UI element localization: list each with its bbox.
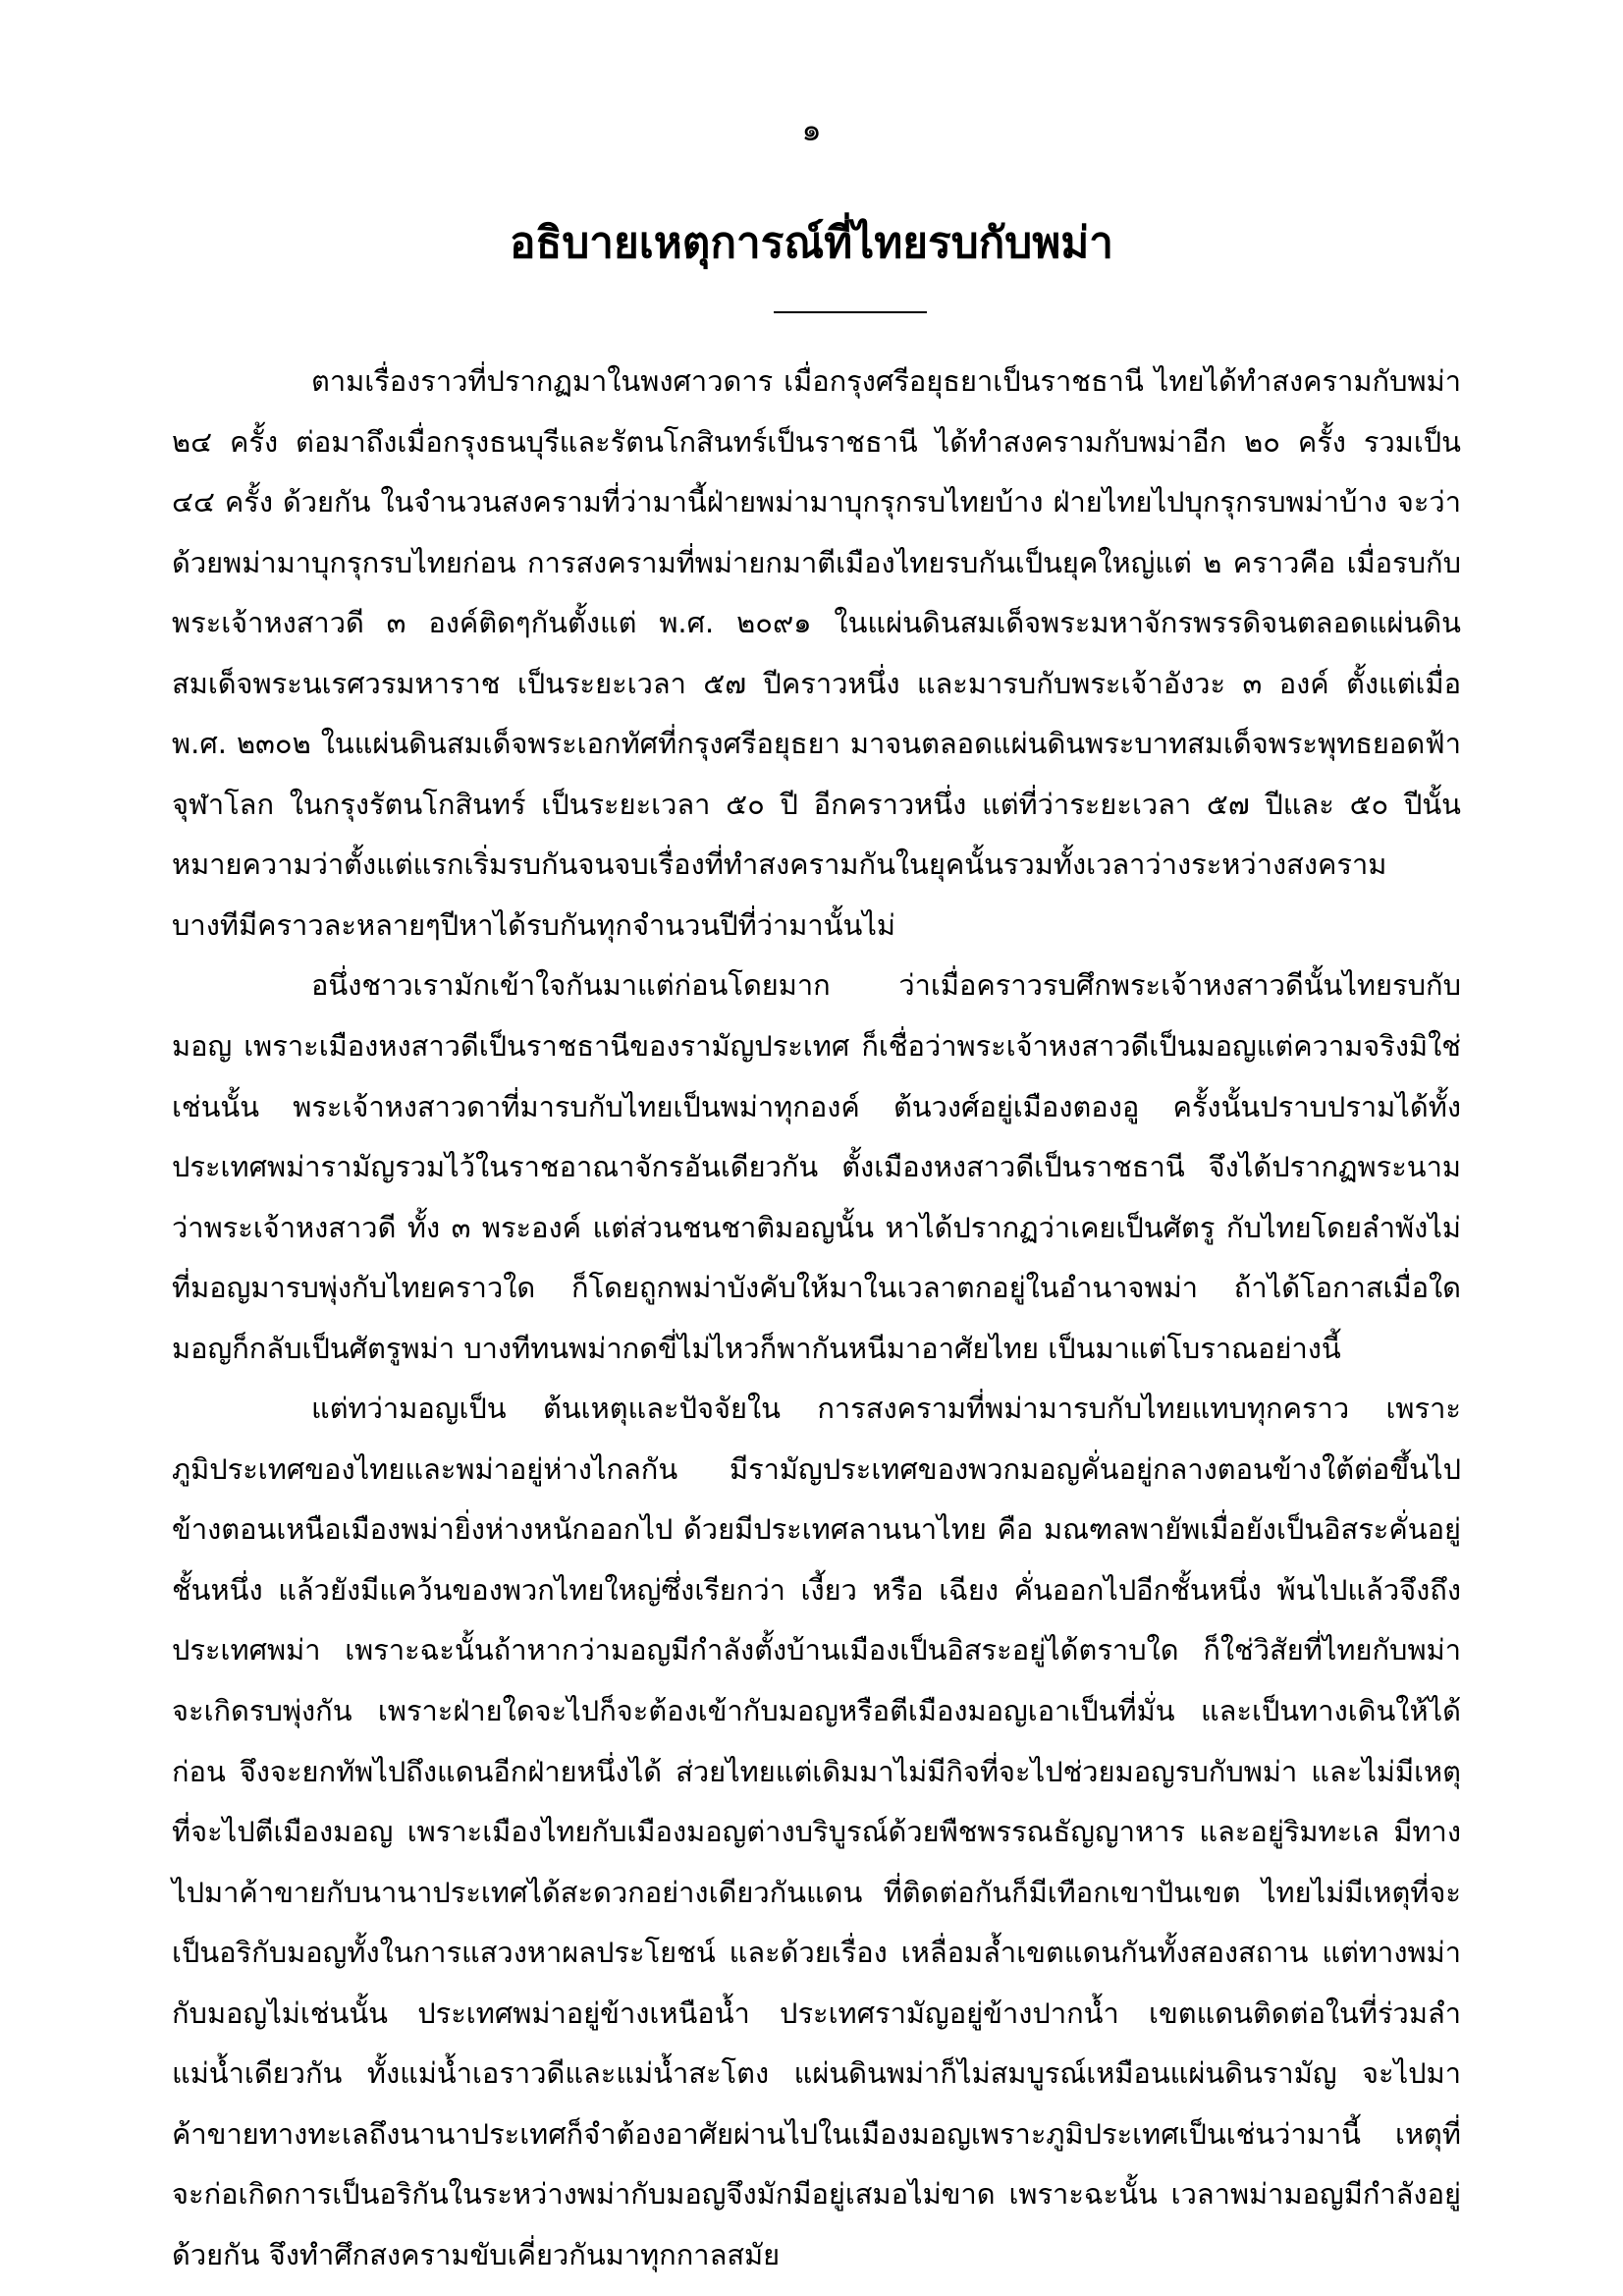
paragraph-3: แต่ทว่ามอญเป็น ต้นเหตุและปัจจัยใน การสงครามที่พม่ามารบกับไทยแทบทุกคราว เพราะภูมิประเทศของไทยและพม่าอยู่ห่างไกลกัน มีรามัญประเทศของพวกมอญคั่นอยู่กลางตอนข้างใต้ต่อขึ้นไปข้างตอนเหนือเมืองพม่ายิ่งห่างหนักออกไป ด้วยมีประเทศลานนาไทย คือ มณฑลพายัพเมื่อยังเป็นอิสระคั่นอยู่ชั้นหนึ่ง แล้วยังมีแคว้นของพวกไทยใหญ่ซึ่งเรียกว่า เงี้ยว หรือ เฉียง คั่นออกไปอีกชั้นหนึ่ง พ้นไปแล้วจึงถึงประเทศพม่า เพราะฉะนั้นถ้าหากว่ามอญมีกำลังตั้งบ้านเมืองเป็นอิสระอยู่ได้ตราบใด ก็ใช่วิสัยที่ไทยกับพม่าจะเกิดรบพุ่งกัน เพราะฝ่ายใดจะไปก็จะต้องเข้ากับมอญหรือตีเมืองมอญเอาเป็นที่มั่น และเป็นทางเดินให้ได้ก่อน จึงจะยกทัพไปถึงแดนอีกฝ่ายหนึ่งได้ ส่วยไทยแต่เดิมมาไม่มีกิจที่จะไปช่วยมอญรบกับพม่า และไม่มีเหตุที่จะไปตีเมืองมอญ เพราะเมืองไทยกับเมืองมอญต่างบริบูรณ์ด้วยพืชพรรณธัญญาหาร และอยู่ริมทะเล มีทางไปมาค้าขายกับนานาประเทศได้สะดวกอย่างเดียวกันแดน ที่ติดต่อกันก็มีเทือกเขาปันเขต ไทยไม่มีเหตุที่จะเป็นอริกับมอญทั้งในการแสวงหาผลประโยชน์ และด้วยเรื่อง เหลื่อมล้ำเขตแดนกันทั้งสองสถาน แต่ทางพม่ากับมอญไม่เช่นนั้น ประเทศพม่าอยู่ข้างเหนือน้ำ ประเทศรามัญอยู่ข้างปากน้ำ เขตแดนติดต่อในที่ร่วมลำแม่น้ำเดียวกัน ทั้งแม่น้ำเอราวดีและแม่น้ำสะโตง แผ่นดินพม่าก็ไม่สมบูรณ์เหมือนแผ่นดินรามัญ จะไปมาค้าขายทางทะเลถึงนานาประเทศก็จำต้องอาศัยผ่านไปในเมืองมอญเพราะภูมิประเทศเป็นเช่นว่ามานี้ เหตุที่จะก่อเกิดการเป็นอริกันในระหว่างพม่ากับมอญจึงมักมีอยู่เสมอไม่ขาด เพราะฉะนั้น เวลาพม่ามอญมีกำลังอยู่ด้วยกัน จึงทำศึกสงครามขับเคี่ยวกันมาทุกกาลสมัย: [172, 1392, 1461, 2271]
body-text: [172, 352, 1461, 2286]
paragraph-1: ตามเรื่องราวที่ปรากฏมาในพงศาวดาร เมื่อกรุงศรีอยุธยาเป็นราชธานี ไทยได้ทำสงครามกับพม่า ๒๔ ครั้ง ต่อมาถึงเมื่อกรุงธนบุรีและรัตนโกสินทร์เป็นราชธานี ได้ทำสงครามกับพม่าอีก ๒๐ ครั้ง รวมเป็น ๔๔ ครั้ง ด้วยกัน ในจำนวนสงครามที่ว่ามานี้ฝ่ายพม่ามาบุกรุกรบไทยบ้าง ฝ่ายไทยไปบุกรุกรบพม่าบ้าง จะว่าด้วยพม่ามาบุกรุกรบไทยก่อน การสงครามที่พม่ายกมาตีเมืองไทยรบกันเป็นยุคใหญ่แต่ ๒ คราวคือ เมื่อรบกับพระเจ้าหงสาวดี ๓ องค์ติดๆกันตั้งแต่ พ.ศ. ๒๐๙๑ ในแผ่นดินสมเด็จพระมหาจักรพรรดิจนตลอดแผ่นดินสมเด็จพระนเรศวรมหาราช เป็นระยะเวลา ๕๗ ปีคราวหนึ่ง และมารบกับพระเจ้าอังวะ ๓ องค์ ตั้งแต่เมื่อ พ.ศ. ๒๓๐๒ ในแผ่นดินสมเด็จพระเอกทัศที่กรุงศรีอยุธยา มาจนตลอดแผ่นดินพระบาทสมเด็จพระพุทธยอดฟ้าจุฬาโลก ในกรุงรัตนโกสินทร์ เป็นระยะเวลา ๕๐ ปี อีกคราวหนึ่ง แต่ที่ว่าระยะเวลา ๕๗ ปีและ ๕๐ ปีนั้น หมายความว่าตั้งแต่แรกเริ่มรบกันจนจบเรื่องที่ทำสงครามกันในยุคนั้นรวมทั้งเวลาว่างระหว่างสงคราม บางทีมีคราวละหลายๆปีหาได้รบกันทุกจำนวนปีที่ว่ามานั้นไม่: [172, 364, 1461, 942]
title-underline-divider: [774, 311, 927, 313]
page-number: ๑: [801, 111, 822, 148]
paragraph-2: อนึ่งชาวเรามักเข้าใจกันมาแต่ก่อนโดยมาก ว่าเมื่อคราวรบศึกพระเจ้าหงสาวดีนั้นไทยรบกับมอญ เพราะเมืองหงสาวดีเป็นราชธานีของรามัญประเทศ ก็เชื่อว่าพระเจ้าหงสาวดีเป็นมอญแต่ความจริงมิใช่เช่นนั้น พระเจ้าหงสาวดาที่มารบกับไทยเป็นพม่าทุกองค์ ต้นวงศ์อยู่เมืองตองอู ครั้งนั้นปราบปรามได้ทั้งประเทศพม่ารามัญรวมไว้ในราชอาณาจักรอันเดียวกัน ตั้งเมืองหงสาวดีเป็นราชธานี จึงได้ปรากฏพระนามว่าพระเจ้าหงสาวดี ทั้ง ๓ พระองค์ แต่ส่วนชนชาติมอญนั้น หาได้ปรากฏว่าเคยเป็นศัตรู กับไทยโดยลำพังไม่ ที่มอญมารบพุ่งกับไทยคราวใด ก็โดยถูกพม่าบังคับให้มาในเวลาตกอยู่ในอำนาจพม่า ถ้าได้โอกาสเมื่อใดมอญก็กลับเป็นศัตรูพม่า บางทีทนพม่ากดขี่ไม่ไหวก็พากันหนีมาอาศัยไทย เป็นมาแต่โบราณอย่างนี้: [172, 968, 1461, 1365]
page-title: อธิบายเหตุการณ์ที่ไทยรบกับพม่า: [510, 218, 1113, 268]
